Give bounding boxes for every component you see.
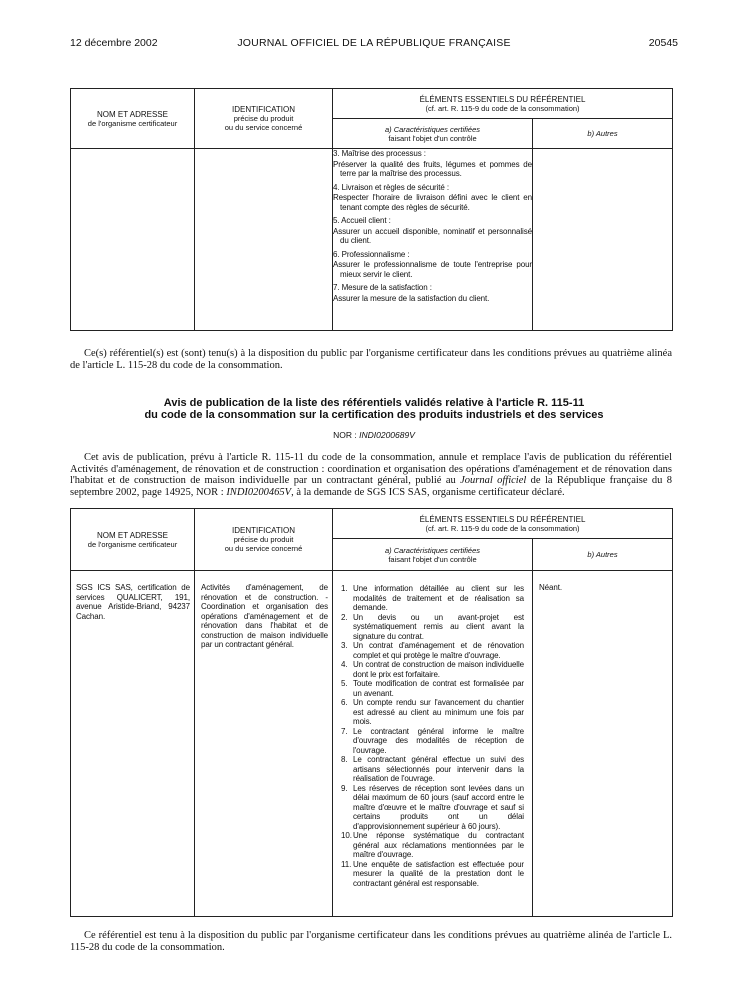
list-item: 4. Un contrat de construction de maison individuelle dont le prix est forfaitaire. bbox=[341, 660, 524, 679]
col-header-elements: ÉLÉMENTS ESSENTIELS DU RÉFÉRENTIEL (cf. art. R. 115-9 du code de la consommation) bbox=[333, 509, 673, 539]
col-header-organisme: NOM ET ADRESSE de l'organisme certificateur bbox=[71, 89, 195, 149]
criteria-list bbox=[337, 579, 528, 888]
subheader-caracteristiques: a) Caractéristiques certifiées faisant l'objet d'un contrôle bbox=[333, 119, 533, 149]
list-item: 2. Un devis ou un avant-projet est systématiquement remis au client avant la signature du contrat. bbox=[341, 612, 524, 641]
list-item: 3. Un contrat d'aménagement et de rénovation complet et qui protège le maître d'ouvrage. bbox=[341, 641, 524, 660]
criterion-7: 7. Mesure de la satisfaction : Assurer la mesure de la satisfaction du client. bbox=[333, 283, 490, 303]
table1-autres-cell bbox=[533, 149, 673, 331]
table1-criteria-cell bbox=[333, 149, 533, 331]
subheader-autres: b) Autres bbox=[533, 539, 673, 571]
list-item: 7. Le contractant général informe le maître d'ouvrage des modalités de réception de l'ouvrage. bbox=[341, 726, 524, 755]
availability-paragraph-2: Ce référentiel est tenu à la disposition du public par l'organisme certificateur dans les conditions prévues au quatrième alinéa de l'article L. 115-28 du code de la consommation. bbox=[70, 930, 672, 953]
criterion-3: 3. Maîtrise des processus : Préserver la qualité des fruits, légumes et pommes de terre par la maîtrise des processus. bbox=[333, 149, 532, 178]
notice-intro-paragraph: Cet avis de publication, prévu à l'article R. 115-11 du code de la consommation, annule et remplace l'avis de publication du référentiel Activités d'aménagement, de rénovation et de construction : coordination et organisation des opérations d'aménagement et de rénovation dans l'habitat et de construction de maison individuelle par un contractant général, publié au Journal officiel de la République française du 8 septembre 2002, page 14925, NOR : INDI0200465V, à la demande de SGS ICS SAS, organisme certificateur déclaré. bbox=[70, 452, 673, 498]
table2-identification-cell: Activités d'aménagement, de rénovation et de construction. - Coordination et organisation des opérations d'aménagement et de rénovation dans l'habitat et de construction de maison individuelle par un contractant général. bbox=[195, 571, 333, 917]
table1-identification-cell bbox=[195, 149, 333, 331]
notice-nor: NOR : INDI0200689V bbox=[333, 430, 415, 440]
availability-paragraph-1: Ce(s) référentiel(s) est (sont) tenu(s) à la disposition du public par l'organisme certificateur dans les conditions prévues au quatrième alinéa de l'article L. 115-28 du code de la consommation. bbox=[70, 348, 672, 371]
table2-criteria-cell bbox=[333, 571, 533, 917]
table2-organisme-cell: SGS ICS SAS, certification de services QUALICERT, 191, avenue Aristide-Briand, 94237 Cachan. bbox=[71, 571, 195, 917]
list-item: 11. Une enquête de satisfaction est effectuée pour mesurer la qualité de la prestation dont le contractant général est responsable. bbox=[341, 859, 524, 888]
col-header-organisme: NOM ET ADRESSE de l'organisme certificateur bbox=[71, 509, 195, 571]
list-item: 6. Un compte rendu sur l'avancement du chantier est adressé au client au minimum une fois par mois. bbox=[341, 698, 524, 726]
table1-organisme-cell bbox=[71, 149, 195, 331]
notice-title: Avis de publication de la liste des référentiels validés relative à l'article R. 115-11 du code de la consommation sur la certification des produits industriels et des services bbox=[144, 397, 604, 421]
referentiel-table-1 bbox=[70, 88, 673, 331]
header-journal-title: JOURNAL OFFICIEL DE LA RÉPUBLIQUE FRANÇAISE bbox=[237, 37, 511, 49]
criterion-6: 6. Professionnalisme : Assurer le professionnalisme de toute l'entreprise pour mieux servir le client. bbox=[333, 249, 532, 279]
criterion-4: 4. Livraison et règles de sécurité : Respecter l'horaire de livraison défini avec le client en tenant compte des règles de sécurité. bbox=[333, 182, 532, 212]
header-date: 12 décembre 2002 bbox=[70, 37, 158, 49]
list-item: 10. Une réponse systématique du contractant général aux réclamations mentionnées par le maître d'ouvrage. bbox=[341, 831, 524, 859]
list-item: 8. Le contractant général effectue un suivi des artisans sélectionnés pour intervenir dans la réalisation de l'ouvrage. bbox=[341, 755, 524, 783]
list-item: 5. Toute modification de contrat est formalisée par un avenant. bbox=[341, 679, 524, 698]
header-page-number: 20545 bbox=[648, 37, 678, 49]
col-header-identification: IDENTIFICATION précise du produit ou du service concerné bbox=[195, 89, 333, 149]
subheader-caracteristiques: a) Caractéristiques certifiées faisant l'objet d'un contrôle bbox=[333, 539, 533, 571]
subheader-autres: b) Autres bbox=[533, 119, 673, 149]
col-header-identification: IDENTIFICATION précise du produit ou du service concerné bbox=[195, 509, 333, 571]
list-item: 1. Une information détaillée au client sur les modalités de traitement et de réalisation sa demande. bbox=[341, 584, 524, 612]
list-item: 9. Les réserves de réception sont levées dans un délai maximum de 60 jours (sauf accord entre le maître d'œuvre et le maître d'ouvrage et sauf si certains produits ont un délai d'approvisionnement supérieur à 60 jours). bbox=[341, 783, 524, 831]
running-header bbox=[70, 37, 678, 51]
referentiel-table-2 bbox=[70, 508, 673, 917]
col-header-elements: ÉLÉMENTS ESSENTIELS DU RÉFÉRENTIEL (cf. art. R. 115-9 du code de la consommation) bbox=[333, 89, 673, 119]
table2-autres-cell: Néant. bbox=[533, 571, 673, 917]
criterion-5: 5. Accueil client : Assurer un accueil disponible, nominatif et personnalisé du client. bbox=[333, 216, 532, 245]
